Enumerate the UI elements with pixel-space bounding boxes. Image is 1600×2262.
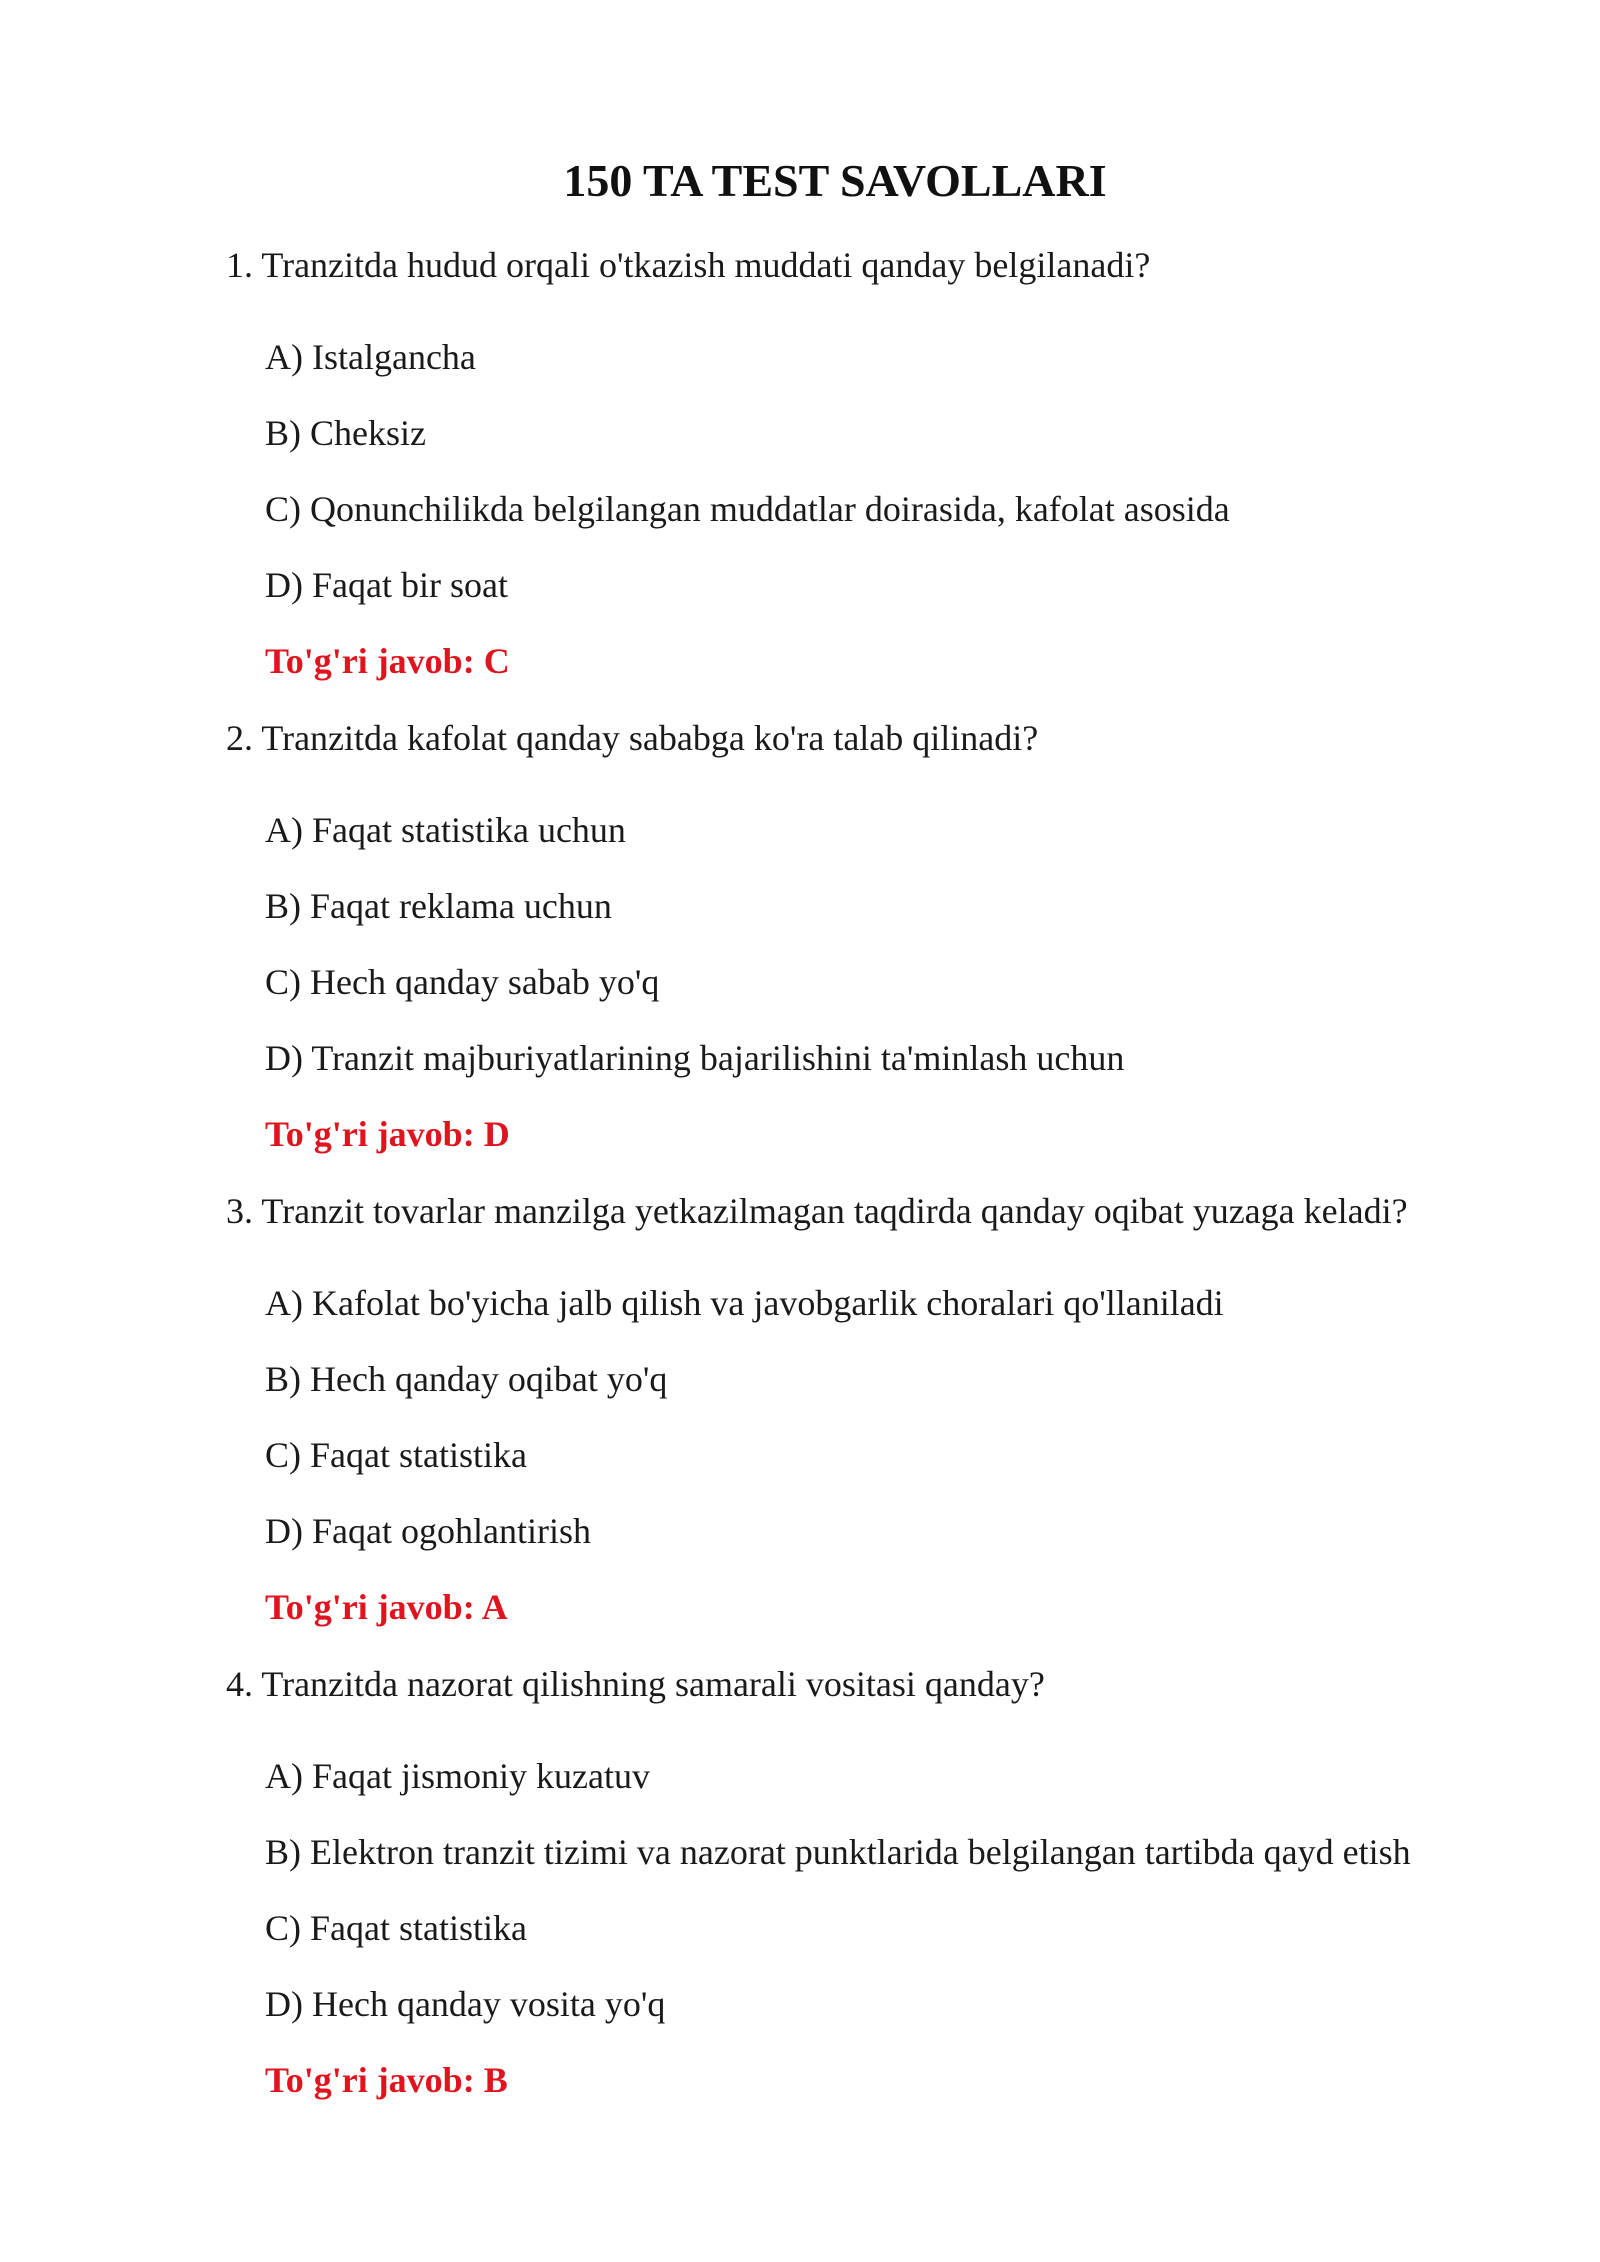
correct-answer: To'g'ri javob: B bbox=[265, 2060, 508, 2100]
question-label: Tranzitda nazorat qilishning samarali vositasi qanday? bbox=[261, 1664, 1045, 1704]
option-b: B) Elektron tranzit tizimi va nazorat punktlarida belgilangan tartibda qayd etish bbox=[265, 1832, 1411, 1872]
question-label: Tranzit tovarlar manzilga yetkazilmagan taqdirda qanday oqibat yuzaga keladi? bbox=[261, 1191, 1408, 1231]
question-number: 1. bbox=[226, 245, 253, 285]
option-d: D) Hech qanday vosita yo'q bbox=[265, 1984, 666, 2024]
option-c: C) Qonunchilikda belgilangan muddatlar doirasida, kafolat asosida bbox=[265, 489, 1230, 529]
option-b: B) Cheksiz bbox=[265, 413, 426, 453]
option-d: D) Faqat bir soat bbox=[265, 565, 508, 605]
correct-answer: To'g'ri javob: D bbox=[265, 1114, 510, 1154]
option-a: A) Faqat statistika uchun bbox=[265, 810, 626, 850]
option-a: A) Kafolat bo'yicha jalb qilish va javobgarlik choralari qo'llaniladi bbox=[265, 1283, 1224, 1323]
question-text bbox=[226, 1659, 1045, 1709]
option-b: B) Hech qanday oqibat yo'q bbox=[265, 1359, 668, 1399]
option-d: D) Tranzit majburiyatlarining bajarilishini ta'minlash uchun bbox=[265, 1038, 1125, 1078]
question-text bbox=[226, 1186, 1408, 1236]
option-d: D) Faqat ogohlantirish bbox=[265, 1511, 591, 1551]
option-a: A) Istalgancha bbox=[265, 337, 476, 377]
question-number: 4. bbox=[226, 1664, 253, 1704]
option-c: C) Faqat statistika bbox=[265, 1435, 527, 1475]
option-a: A) Faqat jismoniy kuzatuv bbox=[265, 1756, 650, 1796]
option-b: B) Faqat reklama uchun bbox=[265, 886, 612, 926]
correct-answer: To'g'ri javob: C bbox=[265, 641, 510, 681]
page-title: 150 TA TEST SAVOLLARI bbox=[563, 155, 1107, 206]
option-c: C) Faqat statistika bbox=[265, 1908, 527, 1948]
question-label: Tranzitda hudud orqali o'tkazish muddati qanday belgilanadi? bbox=[261, 245, 1151, 285]
question-number: 2. bbox=[226, 718, 253, 758]
question-label: Tranzitda kafolat qanday sababga ko'ra talab qilinadi? bbox=[261, 718, 1039, 758]
question-number: 3. bbox=[226, 1191, 253, 1231]
option-c: C) Hech qanday sabab yo'q bbox=[265, 962, 660, 1002]
question-text bbox=[226, 713, 1038, 763]
correct-answer: To'g'ri javob: A bbox=[265, 1587, 508, 1627]
question-text bbox=[226, 240, 1150, 290]
